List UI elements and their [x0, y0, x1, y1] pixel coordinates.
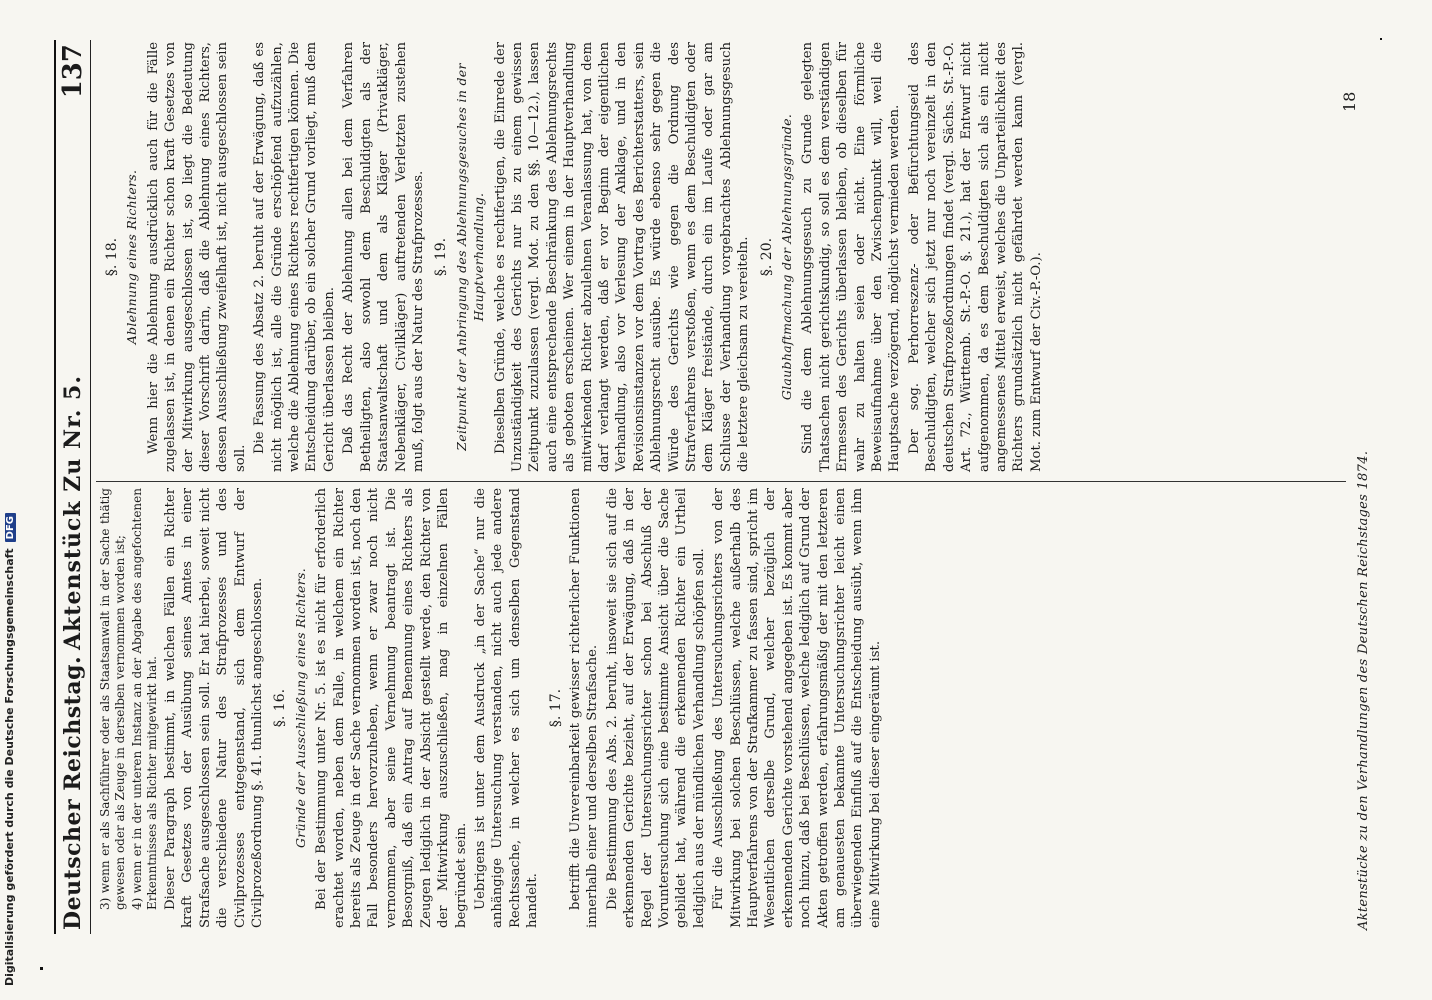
section-title: Glaubhaftmachung der Ablehnungsgründe.	[779, 113, 795, 401]
section-heading: §. 16.	[272, 688, 289, 728]
section-heading: §. 20.	[758, 237, 775, 277]
paragraph: betrifft die Unvereinbarkeit gewisser richterlicher Funktionen innerhalb einer und derselben Strafsache.	[567, 488, 601, 928]
footer-text: Aktenstücke zu den Verhandlungen des Deutschen Reichstages 1874.	[1356, 450, 1371, 930]
dfg-logo-icon: DFG	[5, 513, 16, 542]
left-column	[98, 488, 886, 928]
section-title: Ablehnung eines Richters.	[124, 169, 140, 345]
paragraph: Bei der Bestimmung unter Nr. 5. ist es nicht für erforderlich erachtet worden, neben dem Falle, in welchem ein Richter bereits als Zeuge in der Sache vernommen worden ist, noch den Fall besonders hervorzuheben, wenn er zwar noch nicht vernommen, aber seine Vernehmung beantragt ist. Die Besorgniß, daß ein Antrag auf Benennung eines Richters als Zeugen lediglich in der Absicht gestellt werde, den Richter von der Mitwirkung auszuschließen, mag in einzelnen Fällen begründet sein.	[314, 488, 469, 928]
header-title-left: Deutscher Reichstag.	[60, 655, 86, 930]
right-column	[98, 42, 1047, 472]
column-divider	[96, 481, 1346, 482]
header-rule	[54, 40, 56, 934]
paragraph: Die Bestimmung des Abs. 2. beruht, insoweit sie sich auf die erkennenden Gerichte bezieht, auf der Erwägung, daß in der Regel der Untersuchungsrichter schon bei Abschluß der Voruntersuchung sich eine bestimmte Ansicht über die Sache gebildet hat, während die erkennenden Richter ein Urtheil lediglich aus der mündlichen Verhandlung schöpfen soll.	[604, 488, 707, 928]
scan-speck	[1380, 38, 1382, 40]
paragraph: Für die Ausschließung des Untersuchungsrichters von der Mitwirkung bei solchen Beschlüssen, welche außerhalb des Hauptverfahrens von der Strafkammer zu fassen sind, spricht im Wesentlichen derselbe Grund, welcher bezüglich der erkennenden Gerichte vorstehend angegeben ist. Es kommt aber noch hinzu, daß bei Beschlüssen, welche lediglich auf Grund der Akten getroffen werden, erfahrungsmäßig der mit den letzteren am genauesten bekannte Untersuchungsrichter leicht einen überwiegenden Einfluß auf die Entscheidung ausübt, wenn ihm eine Mitwirkung bei dieser eingeräumt ist.	[711, 488, 883, 928]
paragraph: Der sog. Perhorreszenz- oder Befürchtungseid des Beschuldigten, welcher sich jetzt nur noch vereinzelt in den deutschen Strafprozeßordnungen findet (vergl. Sächs. St.-P.-O. Art. 72., Württemb. St.-P.-O. §. 21.), hat der Entwurf nicht aufgenommen, da es dem Beschuldigten sich als ein nicht angemessenes Mittel erweist, welches die Unparteilichkeit des Richters grundsätzlich nicht gefährdet werden kann (vergl. Mot. zum Entwurf der Civ.-P.-O.).	[906, 42, 1044, 472]
paragraph: Daß das Recht der Ablehnung allen bei dem Verfahren Betheiligten, also sowohl dem Beschuldigten als der Staatsanwaltschaft und dem als Kläger (Privatkläger, Nebenkläger, Civilkläger) auftretenden Verletzten zustehen muß, folgt aus der Natur des Strafprozesses.	[341, 42, 426, 472]
section-title: Gründe der Ausschließung eines Richters.	[292, 567, 308, 849]
paragraph: Dieselben Gründe, welche es rechtfertigen, die Einrede der Unzuständigkeit des Gerichts nur bis zu einem gewissen Zeitpunkt zuzulassen (vergl. Mot. zu den §§. 10—12.), lassen auch eine entsprechende Beschränkung des Ablehnungsrechts als geboten erscheinen. Wer einem in der Hauptverhandlung mitwirkenden Richter abzulehnen Veranlassung hat, von dem darf verlangt werden, daß er vor Beginn der eigentlichen Verhandlung, also vor Verlesung der Anklage, und in den Revisionsinstanzen vor dem Vortrag des Berichterstatters, sein Ablehnungsrecht ausübe. Es würde ebenso sehr gegen die Würde des Gerichts wie gegen die Ordnung des Strafverfahrens verstoßen, wenn es dem Beschuldigten oder dem Kläger freistände, durch ein im Laufe oder gar am Schlusse der Verhandlung vorgebrachtes Ablehnungsgesuch die letztere gleichsam zu vereiteln.	[492, 42, 752, 472]
section-title: Zeitpunkt der Anbringung des Ablehnungsgesuches in der Hauptverhandlung.	[453, 63, 487, 451]
scan-speck	[40, 967, 43, 970]
section-heading: §. 18.	[104, 237, 120, 277]
digitization-notice	[3, 513, 16, 986]
paragraph: Sind die dem Ablehnungsgesuch zu Grunde gelegten Thatsachen nicht gerichtskundig, so soll es dem verständigen Ermessen des Gerichts überlassen bleiben, ob dieselben für wahr zu halten seien oder nicht. Eine förmliche Beweisaufnahme über den Zwischenpunkt will, weil die Hauptsache verzögernd, möglichst vermieden werden.	[800, 42, 903, 472]
enumeration-item: 4) wenn er in der unteren Instanz an der Abgabe des angefochtenen Erkenntnisses als Richter mitgewirkt hat.	[130, 488, 159, 910]
header-underline	[90, 40, 91, 934]
footer-page-number: 18	[1340, 91, 1359, 112]
paragraph: Die Fassung des Absatz 2. beruht auf der Erwägung, daß es nicht möglich ist, alle die Gründe erschöpfend aufzuzählen, welche die Ablehnung eines Richters rechtfertigen können. Die Entscheidung darüber, ob ein solcher Grund vorliegt, muß dem Gericht überlassen bleiben.	[252, 42, 337, 472]
notice-text: Digitalisierung gefördert durch die Deutsche Forschungsgemeinschaft	[3, 548, 16, 986]
paragraph: Dieser Paragraph bestimmt, in welchen Fällen ein Richter kraft Gesetzes von der Ausübung seines Amtes in einer Strafsache ausgeschlossen sein soll. Er hat hierbei, soweit nicht die verschiedene Natur des Strafprozesses und des Civilprozesses entgegenstand, sich dem Entwurf der Civilprozeßordnung §. 41. thunlichst angeschlossen.	[163, 488, 266, 928]
section-heading: §. 19.	[433, 237, 450, 277]
paragraph: Uebrigens ist unter dem Ausdruck „in der Sache“ nur die anhängige Untersuchung verstanden, nicht auch jede andere Rechtssache, in welcher es sich um denselben Gegenstand handelt.	[472, 488, 541, 928]
paragraph: Wenn hier die Ablehnung ausdrücklich auch für die Fälle zugelassen ist, in denen ein Richter schon kraft Gesetzes von der Mitwirkung ausgeschlossen ist, so liegt die Bedeutung dieser Vorschrift darin, daß die Ablehnung eines Richters, dessen Ausschließung zweifelhaft ist, nicht ausgeschlossen sein soll.	[145, 42, 248, 472]
header-title-center: Aktenstück Zu Nr. 5.	[60, 375, 86, 650]
header-page-number: 137	[58, 44, 88, 99]
section-heading: §. 17.	[547, 688, 564, 728]
enumeration-item: 3) wenn er als Sachführer oder als Staatsanwalt in der Sache thätig gewesen oder als Zeuge in derselben vernommen worden ist;	[98, 488, 127, 910]
